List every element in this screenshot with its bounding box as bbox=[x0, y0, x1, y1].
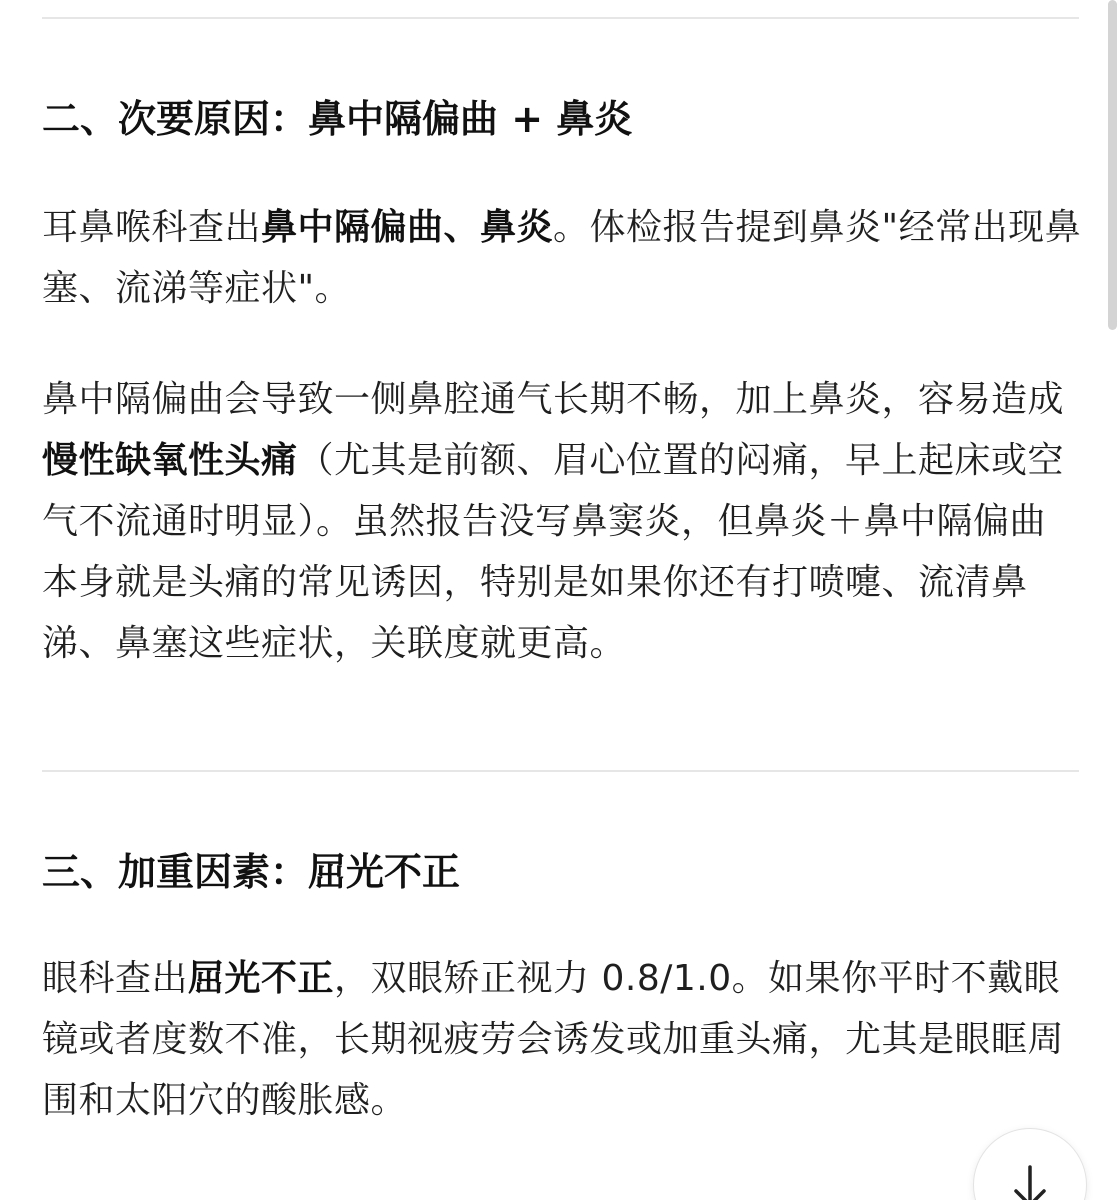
paragraph-rhinitis-explanation bbox=[42, 369, 1082, 674]
body-text: 。体检报告提到鼻炎"经常出现鼻塞、流涕等症状"。 bbox=[42, 207, 1082, 309]
section-heading-aggravating-factor: 三、加重因素：屈光不正 bbox=[42, 850, 461, 894]
emphasis-text: 慢性缺氧性头痛 bbox=[42, 440, 298, 481]
top-divider bbox=[42, 17, 1079, 19]
scroll-down-button[interactable] bbox=[973, 1128, 1087, 1200]
section-divider bbox=[42, 770, 1079, 772]
body-text: （尤其是前额、眉心位置的闷痛，早上起床或空气不流通时明显）。虽然报告没写鼻窦炎，但鼻炎＋鼻中隔偏曲本身就是头痛的常见诱因，特别是如果你还有打喷嚏、流清鼻涕、鼻塞这些症状，关联度就更高。 bbox=[42, 440, 1065, 664]
body-text: 鼻中隔偏曲会导致一侧鼻腔通气长期不畅，加上鼻炎，容易造成 bbox=[42, 379, 1065, 420]
body-text: 耳鼻喉科查出 bbox=[42, 207, 262, 248]
body-text: ，双眼矫正视力 0.8/1.0。如果你平时不戴眼镜或者度数不准，长期视疲劳会诱发或加重头痛，尤其是眼眶周围和太阳穴的酸胀感。 bbox=[42, 958, 1065, 1121]
emphasis-text: 屈光不正 bbox=[188, 958, 335, 999]
arrow-down-icon bbox=[1010, 1163, 1050, 1200]
scrollbar-thumb[interactable] bbox=[1108, 0, 1117, 330]
paragraph-ent-findings bbox=[42, 197, 1082, 319]
paragraph-refraction-findings bbox=[42, 948, 1082, 1131]
emphasis-text: 鼻中隔偏曲、鼻炎 bbox=[261, 207, 554, 248]
section-heading-secondary-cause: 二、次要原因：鼻中隔偏曲 + 鼻炎 bbox=[42, 97, 633, 141]
body-text: 眼科查出 bbox=[42, 958, 189, 999]
